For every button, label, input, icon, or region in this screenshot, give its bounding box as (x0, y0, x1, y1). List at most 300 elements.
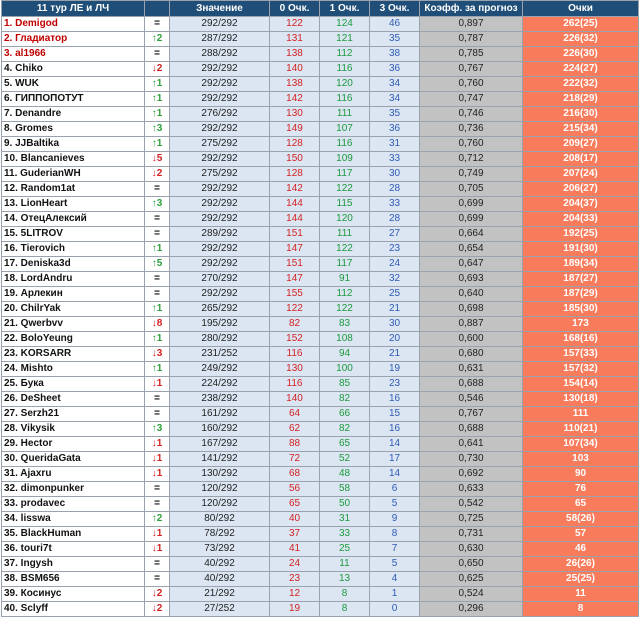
coefficient-cell: 0,767 (420, 62, 523, 77)
coefficient-cell: 0,730 (420, 452, 523, 467)
table-row (2, 497, 639, 512)
player-name: 37. Ingysh (2, 557, 145, 572)
coefficient-cell: 0,749 (420, 167, 523, 182)
coefficient-cell: 0,647 (420, 257, 523, 272)
player-name: 11. GuderianWH (2, 167, 145, 182)
points-cell: 226(32) (523, 32, 639, 47)
points-cell: 222(32) (523, 77, 639, 92)
zero-points-cell: 152 (270, 332, 320, 347)
three-points-cell: 38 (370, 47, 420, 62)
value-cell: 288/292 (170, 47, 270, 62)
coefficient-cell: 0,705 (420, 182, 523, 197)
value-cell: 280/292 (170, 332, 270, 347)
three-points-cell: 23 (370, 242, 420, 257)
one-point-cell: 120 (320, 212, 370, 227)
one-point-cell: 8 (320, 602, 370, 617)
table-row (2, 512, 639, 527)
one-point-cell: 122 (320, 182, 370, 197)
table-row (2, 227, 639, 242)
one-point-cell: 94 (320, 347, 370, 362)
table-row (2, 482, 639, 497)
zero-points-cell: 24 (270, 557, 320, 572)
table-row (2, 167, 639, 182)
points-cell: 204(33) (523, 212, 639, 227)
zero-points-cell: 151 (270, 257, 320, 272)
three-points-cell: 36 (370, 62, 420, 77)
zero-points-cell: 140 (270, 62, 320, 77)
points-cell: 207(24) (523, 167, 639, 182)
rank-change: = (145, 212, 170, 227)
table-row (2, 17, 639, 32)
three-points-cell: 36 (370, 122, 420, 137)
table-row (2, 602, 639, 617)
points-cell: 154(14) (523, 377, 639, 392)
zero-points-cell: 82 (270, 317, 320, 332)
three-points-cell: 33 (370, 152, 420, 167)
points-cell: 204(37) (523, 197, 639, 212)
three-points-cell: 14 (370, 437, 420, 452)
points-cell: 224(27) (523, 62, 639, 77)
coefficient-cell: 0,887 (420, 317, 523, 332)
value-cell: 292/292 (170, 122, 270, 137)
zero-points-cell: 140 (270, 392, 320, 407)
rank-change: ↑3 (145, 122, 170, 137)
rank-change: ↑1 (145, 107, 170, 122)
three-points-cell: 8 (370, 527, 420, 542)
zero-points-cell: 147 (270, 272, 320, 287)
points-cell: 157(33) (523, 347, 639, 362)
value-cell: 292/292 (170, 77, 270, 92)
rank-change: = (145, 17, 170, 32)
one-point-cell: 91 (320, 272, 370, 287)
points-cell: 187(29) (523, 287, 639, 302)
table-row (2, 587, 639, 602)
one-point-cell: 82 (320, 422, 370, 437)
coefficient-cell: 0,692 (420, 467, 523, 482)
coefficient-cell: 0,698 (420, 302, 523, 317)
zero-points-cell: 131 (270, 32, 320, 47)
points-cell: 107(34) (523, 437, 639, 452)
coefficient-cell: 0,725 (420, 512, 523, 527)
coefficient-cell: 0,630 (420, 542, 523, 557)
player-name: 5. WUK (2, 77, 145, 92)
coefficient-cell: 0,524 (420, 587, 523, 602)
three-points-cell: 9 (370, 512, 420, 527)
coefficient-cell: 0,699 (420, 212, 523, 227)
player-name: 29. Hector (2, 437, 145, 452)
three-points-cell: 32 (370, 272, 420, 287)
player-name: 3. al1966 (2, 47, 145, 62)
table-row (2, 212, 639, 227)
zero-points-cell: 40 (270, 512, 320, 527)
player-name: 36. touri7t (2, 542, 145, 557)
points-cell: 58(26) (523, 512, 639, 527)
value-cell: 292/292 (170, 182, 270, 197)
value-cell: 224/292 (170, 377, 270, 392)
value-cell: 292/292 (170, 257, 270, 272)
rank-change: = (145, 392, 170, 407)
player-name: 12. Random1at (2, 182, 145, 197)
points-cell: 173 (523, 317, 639, 332)
table-row (2, 242, 639, 257)
zero-points-cell: 65 (270, 497, 320, 512)
points-cell: 226(30) (523, 47, 639, 62)
zero-points-cell: 64 (270, 407, 320, 422)
coefficient-cell: 0,600 (420, 332, 523, 347)
one-point-cell: 109 (320, 152, 370, 167)
zero-points-cell: 138 (270, 47, 320, 62)
three-points-cell: 24 (370, 257, 420, 272)
points-cell: 185(30) (523, 302, 639, 317)
value-cell: 287/292 (170, 32, 270, 47)
table-row (2, 152, 639, 167)
coefficient-cell: 0,546 (420, 392, 523, 407)
one-point-cell: 33 (320, 527, 370, 542)
three-points-cell: 17 (370, 452, 420, 467)
coefficient-cell: 0,693 (420, 272, 523, 287)
points-cell: 8 (523, 602, 639, 617)
coefficient-cell: 0,747 (420, 92, 523, 107)
table-row (2, 272, 639, 287)
rank-change: = (145, 47, 170, 62)
one-point-cell: 111 (320, 227, 370, 242)
value-cell: 238/292 (170, 392, 270, 407)
points-cell: 216(30) (523, 107, 639, 122)
rank-change: ↓2 (145, 167, 170, 182)
zero-points-cell: 56 (270, 482, 320, 497)
player-name: 32. dimonpunker (2, 482, 145, 497)
value-cell: 292/292 (170, 62, 270, 77)
player-name: 2. Гладиатор (2, 32, 145, 47)
table-row (2, 62, 639, 77)
rank-change: ↓5 (145, 152, 170, 167)
coefficient-cell: 0,296 (420, 602, 523, 617)
player-name: 4. Chiko (2, 62, 145, 77)
points-cell: 25(25) (523, 572, 639, 587)
one-point-cell: 124 (320, 17, 370, 32)
three-points-cell: 6 (370, 482, 420, 497)
coefficient-cell: 0,760 (420, 77, 523, 92)
rank-change: ↓1 (145, 467, 170, 482)
three-points-cell: 28 (370, 182, 420, 197)
points-cell: 103 (523, 452, 639, 467)
header-value: Значение (170, 1, 270, 17)
one-point-cell: 11 (320, 557, 370, 572)
table-row (2, 107, 639, 122)
player-name: 34. lisswa (2, 512, 145, 527)
table-row (2, 572, 639, 587)
value-cell: 292/292 (170, 17, 270, 32)
rank-change: ↑2 (145, 512, 170, 527)
one-point-cell: 111 (320, 107, 370, 122)
player-name: 21. Qwerbvv (2, 317, 145, 332)
one-point-cell: 117 (320, 257, 370, 272)
value-cell: 40/292 (170, 557, 270, 572)
points-cell: 110(21) (523, 422, 639, 437)
one-point-cell: 65 (320, 437, 370, 452)
player-name: 28. Vikysik (2, 422, 145, 437)
zero-points-cell: 151 (270, 227, 320, 242)
three-points-cell: 21 (370, 302, 420, 317)
points-cell: 57 (523, 527, 639, 542)
three-points-cell: 0 (370, 602, 420, 617)
value-cell: 160/292 (170, 422, 270, 437)
coefficient-cell: 0,633 (420, 482, 523, 497)
player-name: 27. Serzh21 (2, 407, 145, 422)
player-name: 18. LordAndru (2, 272, 145, 287)
coefficient-cell: 0,699 (420, 197, 523, 212)
rank-change: ↑1 (145, 362, 170, 377)
header-coefficient: Коэфф. за прогноз (420, 1, 523, 17)
table-row (2, 32, 639, 47)
zero-points-cell: 68 (270, 467, 320, 482)
coefficient-cell: 0,688 (420, 377, 523, 392)
value-cell: 130/292 (170, 467, 270, 482)
zero-points-cell: 130 (270, 362, 320, 377)
three-points-cell: 5 (370, 497, 420, 512)
three-points-cell: 7 (370, 542, 420, 557)
one-point-cell: 121 (320, 32, 370, 47)
one-point-cell: 83 (320, 317, 370, 332)
value-cell: 141/292 (170, 452, 270, 467)
points-cell: 11 (523, 587, 639, 602)
zero-points-cell: 142 (270, 182, 320, 197)
table-row (2, 392, 639, 407)
coefficient-cell: 0,787 (420, 32, 523, 47)
three-points-cell: 1 (370, 587, 420, 602)
rank-change: ↓8 (145, 317, 170, 332)
points-cell: 130(18) (523, 392, 639, 407)
one-point-cell: 122 (320, 302, 370, 317)
table-row (2, 92, 639, 107)
points-cell: 187(27) (523, 272, 639, 287)
points-cell: 189(34) (523, 257, 639, 272)
points-cell: 191(30) (523, 242, 639, 257)
one-point-cell: 48 (320, 467, 370, 482)
one-point-cell: 122 (320, 242, 370, 257)
coefficient-cell: 0,640 (420, 287, 523, 302)
zero-points-cell: 147 (270, 242, 320, 257)
one-point-cell: 66 (320, 407, 370, 422)
player-name: 19. Арлекин (2, 287, 145, 302)
value-cell: 275/292 (170, 167, 270, 182)
header-round: 11 тур ЛЕ и ЛЧ (2, 1, 145, 17)
table-row (2, 527, 639, 542)
value-cell: 292/292 (170, 92, 270, 107)
table-row (2, 137, 639, 152)
one-point-cell: 100 (320, 362, 370, 377)
points-cell: 192(25) (523, 227, 639, 242)
value-cell: 265/292 (170, 302, 270, 317)
coefficient-cell: 0,625 (420, 572, 523, 587)
one-point-cell: 112 (320, 47, 370, 62)
value-cell: 27/252 (170, 602, 270, 617)
rank-change: ↓1 (145, 437, 170, 452)
zero-points-cell: 72 (270, 452, 320, 467)
points-cell: 111 (523, 407, 639, 422)
player-name: 20. ChilrYak (2, 302, 145, 317)
zero-points-cell: 128 (270, 137, 320, 152)
three-points-cell: 25 (370, 287, 420, 302)
coefficient-cell: 0,785 (420, 47, 523, 62)
one-point-cell: 85 (320, 377, 370, 392)
value-cell: 275/292 (170, 137, 270, 152)
points-cell: 262(25) (523, 17, 639, 32)
player-name: 25. Бука (2, 377, 145, 392)
zero-points-cell: 116 (270, 347, 320, 362)
three-points-cell: 28 (370, 212, 420, 227)
table-row (2, 197, 639, 212)
table-row (2, 47, 639, 62)
value-cell: 21/292 (170, 587, 270, 602)
value-cell: 292/292 (170, 152, 270, 167)
coefficient-cell: 0,897 (420, 17, 523, 32)
three-points-cell: 33 (370, 197, 420, 212)
rank-change: ↓3 (145, 347, 170, 362)
rank-change: = (145, 572, 170, 587)
one-point-cell: 50 (320, 497, 370, 512)
coefficient-cell: 0,767 (420, 407, 523, 422)
rank-change: ↑1 (145, 302, 170, 317)
three-points-cell: 5 (370, 557, 420, 572)
points-cell: 206(27) (523, 182, 639, 197)
zero-points-cell: 122 (270, 17, 320, 32)
rank-change: ↑1 (145, 332, 170, 347)
rank-change: = (145, 497, 170, 512)
value-cell: 195/292 (170, 317, 270, 332)
zero-points-cell: 122 (270, 302, 320, 317)
three-points-cell: 46 (370, 17, 420, 32)
player-name: 1. Demigod (2, 17, 145, 32)
table-row (2, 302, 639, 317)
three-points-cell: 21 (370, 347, 420, 362)
player-name: 39. Косинус (2, 587, 145, 602)
coefficient-cell: 0,712 (420, 152, 523, 167)
player-name: 38. BSM656 (2, 572, 145, 587)
zero-points-cell: 155 (270, 287, 320, 302)
value-cell: 80/292 (170, 512, 270, 527)
points-cell: 65 (523, 497, 639, 512)
one-point-cell: 13 (320, 572, 370, 587)
zero-points-cell: 23 (270, 572, 320, 587)
rank-change: = (145, 482, 170, 497)
table-row (2, 77, 639, 92)
points-cell: 90 (523, 467, 639, 482)
three-points-cell: 20 (370, 332, 420, 347)
table-row (2, 407, 639, 422)
points-cell: 208(17) (523, 152, 639, 167)
value-cell: 161/292 (170, 407, 270, 422)
player-name: 10. Blancanieves (2, 152, 145, 167)
header-row (2, 1, 639, 17)
points-cell: 218(29) (523, 92, 639, 107)
rank-change: ↓1 (145, 527, 170, 542)
points-cell: 209(27) (523, 137, 639, 152)
table-row (2, 557, 639, 572)
three-points-cell: 14 (370, 467, 420, 482)
value-cell: 292/292 (170, 287, 270, 302)
one-point-cell: 115 (320, 197, 370, 212)
coefficient-cell: 0,641 (420, 437, 523, 452)
coefficient-cell: 0,680 (420, 347, 523, 362)
rank-change: ↑5 (145, 257, 170, 272)
zero-points-cell: 130 (270, 107, 320, 122)
rank-change: ↓1 (145, 542, 170, 557)
value-cell: 270/292 (170, 272, 270, 287)
zero-points-cell: 138 (270, 77, 320, 92)
points-cell: 157(32) (523, 362, 639, 377)
table-row (2, 452, 639, 467)
points-cell: 76 (523, 482, 639, 497)
rank-change: ↑3 (145, 197, 170, 212)
three-points-cell: 34 (370, 92, 420, 107)
three-points-cell: 19 (370, 362, 420, 377)
table-row (2, 287, 639, 302)
player-name: 22. BoloYeung (2, 332, 145, 347)
table-row (2, 437, 639, 452)
rank-change: = (145, 557, 170, 572)
table-row (2, 362, 639, 377)
one-point-cell: 52 (320, 452, 370, 467)
zero-points-cell: 37 (270, 527, 320, 542)
table-row (2, 377, 639, 392)
three-points-cell: 30 (370, 317, 420, 332)
one-point-cell: 116 (320, 92, 370, 107)
rank-change: = (145, 407, 170, 422)
zero-points-cell: 144 (270, 197, 320, 212)
one-point-cell: 8 (320, 587, 370, 602)
rank-change: ↓1 (145, 452, 170, 467)
one-point-cell: 108 (320, 332, 370, 347)
value-cell: 289/292 (170, 227, 270, 242)
value-cell: 73/292 (170, 542, 270, 557)
value-cell: 40/292 (170, 572, 270, 587)
value-cell: 249/292 (170, 362, 270, 377)
player-name: 16. Tierovich (2, 242, 145, 257)
one-point-cell: 31 (320, 512, 370, 527)
one-point-cell: 116 (320, 137, 370, 152)
coefficient-cell: 0,631 (420, 362, 523, 377)
three-points-cell: 27 (370, 227, 420, 242)
table-row (2, 257, 639, 272)
zero-points-cell: 19 (270, 602, 320, 617)
player-name: 35. BlackHuman (2, 527, 145, 542)
points-cell: 215(34) (523, 122, 639, 137)
zero-points-cell: 41 (270, 542, 320, 557)
header-change (145, 1, 170, 17)
one-point-cell: 82 (320, 392, 370, 407)
rank-change: ↑1 (145, 242, 170, 257)
rank-change: ↓2 (145, 587, 170, 602)
zero-points-cell: 149 (270, 122, 320, 137)
value-cell: 167/292 (170, 437, 270, 452)
player-name: 30. QueridaGata (2, 452, 145, 467)
player-name: 23. KORSARR (2, 347, 145, 362)
three-points-cell: 16 (370, 392, 420, 407)
rank-change: ↑2 (145, 32, 170, 47)
zero-points-cell: 62 (270, 422, 320, 437)
one-point-cell: 112 (320, 287, 370, 302)
player-name: 9. JJBaltika (2, 137, 145, 152)
three-points-cell: 35 (370, 32, 420, 47)
coefficient-cell: 0,746 (420, 107, 523, 122)
header-three-points: 3 Очк. (370, 1, 420, 17)
value-cell: 231/252 (170, 347, 270, 362)
header-points: Очки (523, 1, 639, 17)
three-points-cell: 23 (370, 377, 420, 392)
one-point-cell: 120 (320, 77, 370, 92)
table-row (2, 122, 639, 137)
